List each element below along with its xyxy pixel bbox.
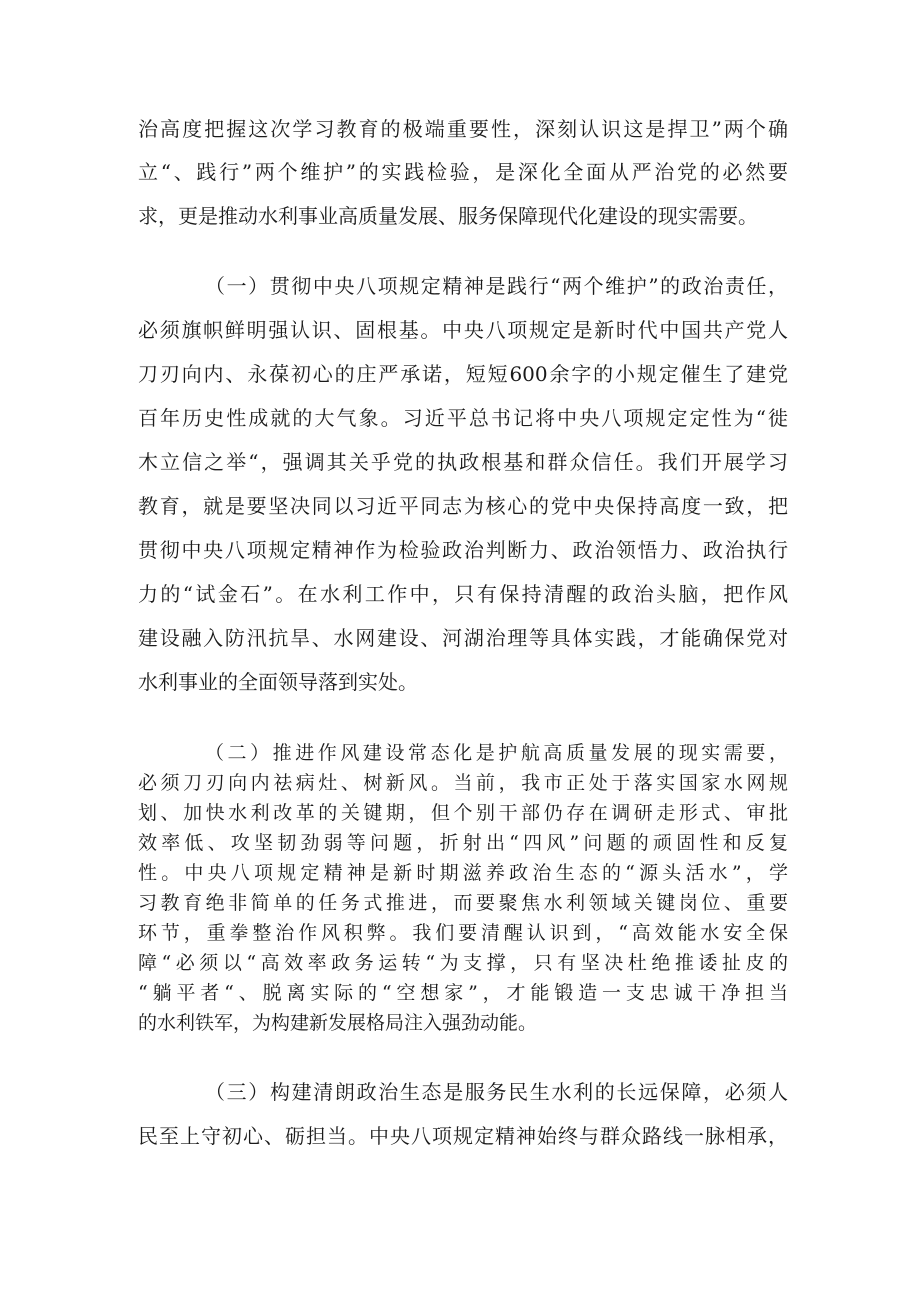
text-line: 障“必须以“高效率政务运转“为支撑，只有坚决杜绝推诿扯皮的 bbox=[138, 952, 788, 974]
text-line: 治高度把握这次学习教育的极端重要性，深刻认识这是捍卫”两个确 bbox=[138, 117, 788, 141]
text-line: （三）构建清朗政治生态是服务民生水利的长远保障，必须人 bbox=[205, 1080, 788, 1104]
text-line: （一）贯彻中央八项规定精神是践行“两个维护”的政治责任， bbox=[205, 274, 788, 298]
text-line: 环节，重拳整治作风积弊。我们要清醒认识到，“高效能水安全保 bbox=[138, 922, 788, 944]
text-line: “躺平者“、脱离实际的“空想家”，才能锻造一支忠诚干净担当 bbox=[138, 982, 788, 1004]
text-line: 刀刃向内、永葆初心的庄严承诺，短短600余字的小规定催生了建党 bbox=[138, 362, 788, 386]
text-line: 水利事业的全面领导落到实处。 bbox=[138, 670, 418, 694]
text-line: 木立信之举“，强调其关乎党的执政根基和群众信任。我们开展学习 bbox=[138, 450, 788, 474]
text-line: 教育，就是要坚决同以习近平同志为核心的党中央保持高度一致，把 bbox=[138, 494, 788, 518]
text-line: 必须刀刃向内祛病灶、树新风。当前，我市正处于落实国家水网规 bbox=[138, 772, 788, 794]
text-line: 习教育绝非简单的任务式推进，而要聚焦水利领域关键岗位、重要 bbox=[138, 892, 788, 914]
text-line: 力的“试金石”。在水利工作中，只有保持清醒的政治头脑，把作风 bbox=[138, 582, 788, 606]
text-line: 效率低、攻坚韧劲弱等问题，折射出“四风”问题的顽固性和反复 bbox=[138, 832, 788, 854]
text-line: 的水利铁军，为构建新发展格局注入强劲动能。 bbox=[138, 1012, 538, 1034]
text-line: 求，更是推动水利事业高质量发展、服务保障现代化建设的现实需要。 bbox=[138, 204, 758, 228]
text-line: （二）推进作风建设常态化是护航高质量发展的现实需要， bbox=[205, 742, 788, 764]
text-line: 性。中央八项规定精神是新时期滋养政治生态的“源头活水”，学 bbox=[138, 862, 788, 884]
text-line: 贯彻中央八项规定精神作为检验政治判断力、政治领悟力、政治执行 bbox=[138, 538, 788, 562]
text-line: 民至上守初心、砺担当。中央八项规定精神始终与群众路线一脉相承， bbox=[138, 1124, 788, 1148]
text-line: 划、加快水利改革的关键期，但个别干部仍存在调研走形式、审批 bbox=[138, 802, 788, 824]
text-line: 必须旗帜鲜明强认识、固根基。中央八项规定是新时代中国共产党人 bbox=[138, 318, 788, 342]
text-line: 立“、践行”两个维护”的实践检验，是深化全面从严治党的必然要 bbox=[138, 160, 788, 184]
text-line: 百年历史性成就的大气象。习近平总书记将中央八项规定定性为“徙 bbox=[138, 406, 788, 430]
text-line: 建设融入防汛抗旱、水网建设、河湖治理等具体实践，才能确保党对 bbox=[138, 626, 788, 650]
